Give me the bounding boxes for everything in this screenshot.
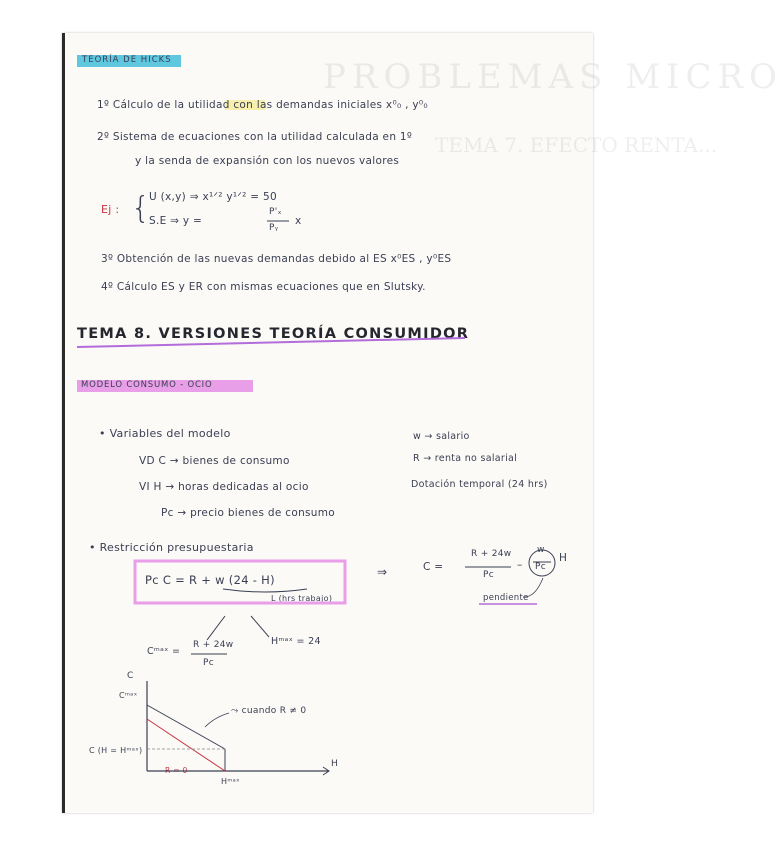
example-frac-den: Pᵧ: [269, 223, 279, 233]
arrow-to-hmax: [251, 616, 269, 637]
hicks-step-1: 1º Cálculo de la utilidad con las demandas iniciales x⁰₀ , y⁰₀: [97, 99, 428, 111]
var-pc: Pc → precio bienes de consumo: [161, 507, 335, 519]
drawing-layer: [65, 33, 593, 813]
cmax-den: Pc: [203, 658, 214, 668]
model-header: MODELO CONSUMO - OCIO: [81, 380, 213, 390]
graph-cmax: Cᵐᵃˣ: [119, 691, 138, 700]
c-h: H: [559, 552, 568, 564]
tema8-title: TEMA 8. VERSIONES TEORÍA CONSUMIDOR: [77, 326, 470, 342]
c-frac-num: R + 24w: [471, 549, 512, 559]
note-arrow: [205, 713, 229, 727]
slope-num: w: [537, 545, 545, 555]
slope-den: Pc: [535, 562, 546, 572]
c-minus: –: [517, 559, 523, 571]
var-dotacion: Dotación temporal (24 hrs): [411, 479, 548, 490]
graph-y-axis: C: [127, 671, 134, 681]
graph-note: ⤳ cuando R ≠ 0: [231, 706, 307, 716]
c-frac-den: Pc: [483, 570, 494, 580]
hicks-step-3: 3º Obtención de las nuevas demandas debido al ES x⁰ES , y⁰ES: [101, 253, 452, 265]
example-brace: {: [131, 191, 151, 226]
restr-arrow: ⇒: [377, 565, 388, 579]
restr-equation: Pc C = R + w (24 - H): [145, 573, 275, 587]
example-frac-num: P'ₓ: [269, 207, 282, 217]
restr-brace-label: L (hrs trabajo): [271, 594, 333, 603]
graph-x-axis: H: [331, 759, 339, 769]
restr-box: [135, 561, 345, 603]
c-equation-left: C =: [423, 561, 444, 573]
restr-title: • Restricción presupuestaria: [89, 541, 254, 554]
ghost-tema: TEMA 7. EFECTO RENTA...: [435, 133, 718, 157]
graph-r0: R = 0: [165, 766, 188, 775]
arrow-to-cmax: [207, 616, 225, 640]
example-line-1: U (x,y) ⇒ x¹ᐟ² y¹ᐟ² = 50: [149, 191, 277, 203]
pendiente-label: pendiente: [483, 593, 529, 603]
slope-circle: [529, 550, 555, 576]
graph-c-hmax: C (H = Hᵐᵃˣ): [89, 746, 143, 755]
vars-title: • Variables del modelo: [99, 427, 231, 440]
pendiente-arrow: [523, 578, 543, 597]
var-r: R → renta no salarial: [413, 453, 518, 464]
hicks-header: TEORÍA DE HICKS: [82, 55, 172, 65]
cmax-num: R + 24w: [193, 640, 234, 650]
notebook-page: [62, 33, 783, 813]
example-tail: x: [295, 215, 302, 227]
hicks-step-2a: 2º Sistema de ecuaciones con la utilidad calculada en 1º: [97, 131, 413, 143]
cmax-label: Cᵐᵃˣ =: [147, 646, 181, 657]
example-label: Ej :: [101, 203, 120, 216]
example-line-2: S.E ⇒ y =: [149, 215, 203, 227]
var-vi: VI H → horas dedicadas al ocio: [139, 481, 309, 493]
hicks-step-2b: y la senda de expansión con los nuevos valores: [135, 155, 400, 167]
hmax-label: Hᵐᵃˣ = 24: [271, 636, 321, 647]
var-vd: VD C → bienes de consumo: [139, 455, 290, 467]
graph-hmax: Hᵐᵃˣ: [221, 777, 240, 786]
var-w: w → salario: [413, 431, 470, 442]
restr-brace: [223, 589, 307, 592]
tema8-underline: [77, 338, 465, 347]
hicks-step-4: 4º Cálculo ES y ER con mismas ecuaciones que en Slutsky.: [101, 281, 426, 293]
ghost-title: PROBLEMAS MICRO: [323, 57, 783, 97]
